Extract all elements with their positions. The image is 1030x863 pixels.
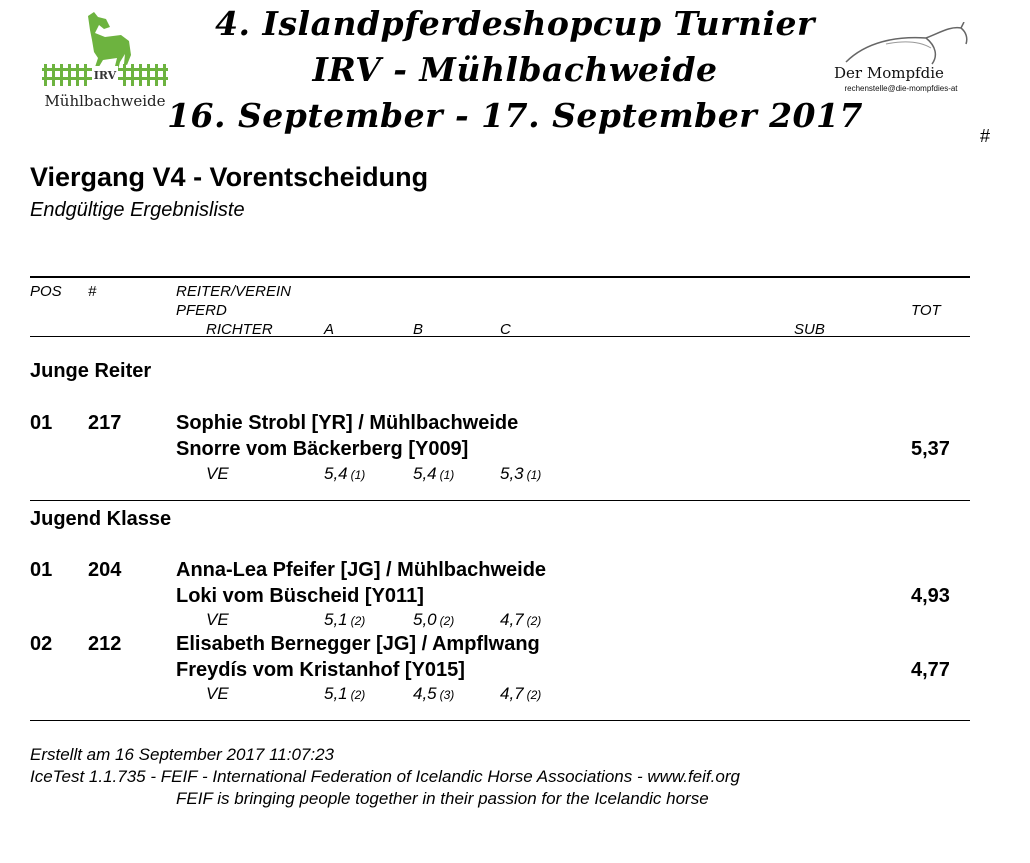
scorer-brand: Der Mompfdie [834, 64, 944, 82]
entry-horse: Loki vom Büscheid [Y011] [176, 585, 424, 607]
header-bottom-rule [30, 336, 970, 337]
col-a: A [324, 321, 335, 338]
footer-software: IceTest 1.1.735 - FEIF - International Federation of Icelandic Horse Associations - www.feif.org [30, 767, 740, 786]
col-sub: SUB [794, 321, 825, 338]
event-title-line-2: IRV - Mühlbachweide [312, 50, 718, 89]
footer-created: Erstellt am 16 September 2017 11:07:23 [30, 745, 334, 764]
footer-slogan: FEIF is bringing people together in their passion for the Icelandic horse [176, 789, 709, 808]
score-a: 5,1 (2) [324, 684, 366, 703]
logo-badge-text: IRV [93, 69, 117, 82]
page-title: Viergang V4 - Vorentscheidung [30, 162, 429, 192]
entry-judge: VE [206, 464, 229, 483]
entry-pos: 01 [30, 559, 53, 581]
section-divider [30, 500, 970, 501]
col-b: B [413, 321, 424, 338]
entry-total: 4,93 [911, 585, 950, 607]
event-title-line-1: 4. Islandpferdeshopcup Turnier [215, 4, 815, 43]
entry-judge: VE [206, 610, 229, 629]
entry-rider: Sophie Strobl [YR] / Mühlbachweide [176, 412, 519, 434]
entry-horse: Snorre vom Bäckerberg [Y009] [176, 438, 469, 460]
section-heading: Junge Reiter [30, 360, 152, 382]
scorer-logo [826, 22, 976, 102]
score-b: 4,5 (3) [413, 684, 455, 703]
score-c: 4,7 (2) [500, 610, 542, 629]
entry-pos: 02 [30, 633, 53, 655]
col-judge: RICHTER [206, 321, 273, 338]
col-rider: REITER/VEREIN [176, 283, 292, 300]
col-num: # [88, 283, 97, 300]
entry-num: 212 [88, 633, 122, 655]
score-a: 5,4 (1) [324, 464, 366, 483]
page-subtitle: Endgültige Ergebnisliste [30, 199, 245, 221]
score-b: 5,0 (2) [413, 610, 455, 629]
entry-rider: Anna-Lea Pfeifer [JG] / Mühlbachweide [176, 559, 547, 581]
score-c: 4,7 (2) [500, 684, 542, 703]
entry-judge: VE [206, 684, 229, 703]
event-title-line-3: 16. September - 17. September 2017 [167, 96, 863, 135]
header-top-rule [30, 276, 970, 278]
col-horse: PFERD [176, 302, 227, 319]
score-b: 5,4 (1) [413, 464, 455, 483]
hash-mark: # [980, 126, 991, 146]
entry-total: 5,37 [911, 438, 950, 460]
col-tot: TOT [911, 302, 941, 319]
club-name: Mühlbachweide [44, 92, 166, 110]
score-a: 5,1 (2) [324, 610, 366, 629]
score-c: 5,3 (1) [500, 464, 542, 483]
entry-rider: Elisabeth Bernegger [JG] / Ampflwang [176, 633, 540, 655]
entry-pos: 01 [30, 412, 53, 434]
entry-num: 204 [88, 559, 122, 581]
horse-outline-icon [826, 22, 976, 66]
scorer-email: rechenstelle@die-mompfdies-at [844, 84, 958, 93]
col-pos: POS [30, 283, 62, 300]
entry-num: 217 [88, 412, 122, 434]
table-end-rule [30, 720, 970, 721]
col-c: C [500, 321, 511, 338]
entry-horse: Freydís vom Kristanhof [Y015] [176, 659, 465, 681]
entry-total: 4,77 [911, 659, 950, 681]
section-heading: Jugend Klasse [30, 508, 172, 530]
